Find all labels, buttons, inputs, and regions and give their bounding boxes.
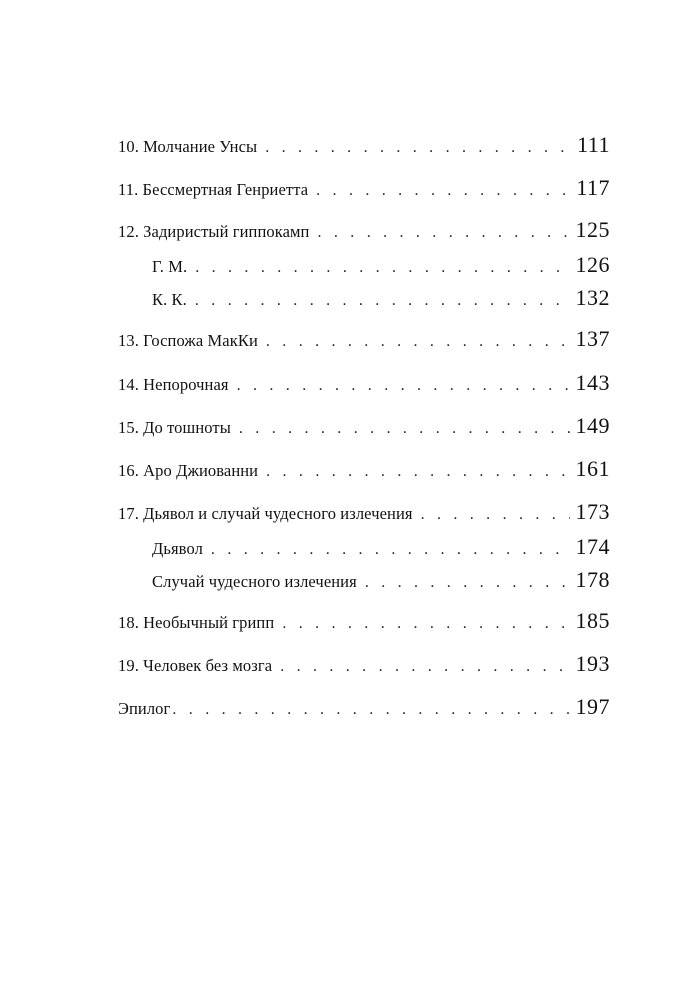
toc-entry-page-number: 149: [575, 413, 610, 438]
dot-leader: [195, 259, 569, 277]
toc-entry-title: 14. Непорочная: [118, 375, 229, 394]
toc-entry-page-number: 197: [575, 694, 610, 719]
dot-leader: [172, 701, 569, 719]
dot-leader: [421, 506, 570, 524]
toc-entry-title: 19. Человек без мозга: [118, 656, 273, 675]
toc-entry-page-number: 185: [575, 608, 610, 633]
toc-entry-chapter-18[interactable]: [118, 608, 610, 636]
dot-leader: [365, 574, 570, 592]
dot-leader: [195, 292, 570, 310]
toc-subentry-devil[interactable]: [152, 534, 610, 562]
toc-entry-page-number: 137: [575, 326, 610, 351]
toc-entry-page-number: 132: [575, 285, 610, 310]
toc-subentry-miracle-cure[interactable]: [152, 567, 610, 595]
toc-entry-chapter-16[interactable]: [118, 456, 610, 484]
toc-entry-chapter-14[interactable]: [118, 370, 610, 398]
toc-entry-chapter-17[interactable]: [118, 499, 610, 527]
toc-entry-title: Эпилог: [118, 699, 171, 718]
toc-subentry-kk[interactable]: [152, 285, 610, 313]
toc-entry-title: 15. До тошноты: [118, 418, 231, 437]
toc-entry-title: К. К.: [152, 290, 187, 309]
toc-entry-epilogue[interactable]: [118, 694, 610, 722]
dot-leader: [266, 333, 570, 351]
dot-leader: [211, 541, 570, 559]
toc-entry-chapter-11[interactable]: [118, 175, 610, 203]
dot-leader: [266, 463, 569, 481]
dot-leader: [316, 182, 570, 200]
toc-entry-page-number: 174: [575, 534, 610, 559]
dot-leader: [318, 224, 570, 242]
toc-entry-page-number: 143: [575, 370, 610, 395]
toc-entry-title: 11. Бессмертная Генриетта: [118, 180, 309, 199]
dot-leader: [239, 420, 570, 438]
toc-entry-title: 17. Дьявол и случай чудесного излечения: [118, 504, 413, 523]
toc-entry-page-number: 173: [575, 499, 610, 524]
toc-entry-title: 12. Задиристый гиппокамп: [118, 222, 310, 241]
toc-entry-title: Дьявол: [152, 539, 203, 558]
toc-entry-title: 10. Молчание Унсы: [118, 137, 258, 156]
toc-entry-page-number: 178: [575, 567, 610, 592]
toc-entry-title: Случай чудесного излечения: [152, 572, 357, 591]
toc-entry-page-number: 117: [576, 175, 610, 200]
toc-entry-chapter-15[interactable]: [118, 413, 610, 441]
toc-entry-title: 16. Аро Джиованни: [118, 461, 259, 480]
toc-entry-page-number: 126: [575, 252, 610, 277]
toc-entry-page-number: 111: [577, 132, 610, 157]
toc-entry-page-number: 193: [575, 651, 610, 676]
toc-subentry-gm[interactable]: [152, 252, 610, 280]
dot-leader: [265, 139, 571, 157]
toc-entry-title: Г. М.: [152, 257, 188, 276]
toc-entry-page-number: 161: [575, 456, 610, 481]
dot-leader: [280, 658, 569, 676]
dot-leader: [282, 615, 569, 633]
toc-entry-page-number: 125: [575, 217, 610, 242]
toc-entry-chapter-10[interactable]: [118, 132, 610, 160]
toc-entry-chapter-12[interactable]: [118, 217, 610, 245]
toc-entry-chapter-13[interactable]: [118, 326, 610, 354]
toc-entry-title: 13. Госпожа МакКи: [118, 331, 258, 350]
dot-leader: [237, 377, 570, 395]
toc-entry-title: 18. Необычный грипп: [118, 613, 275, 632]
toc-entry-chapter-19[interactable]: [118, 651, 610, 679]
